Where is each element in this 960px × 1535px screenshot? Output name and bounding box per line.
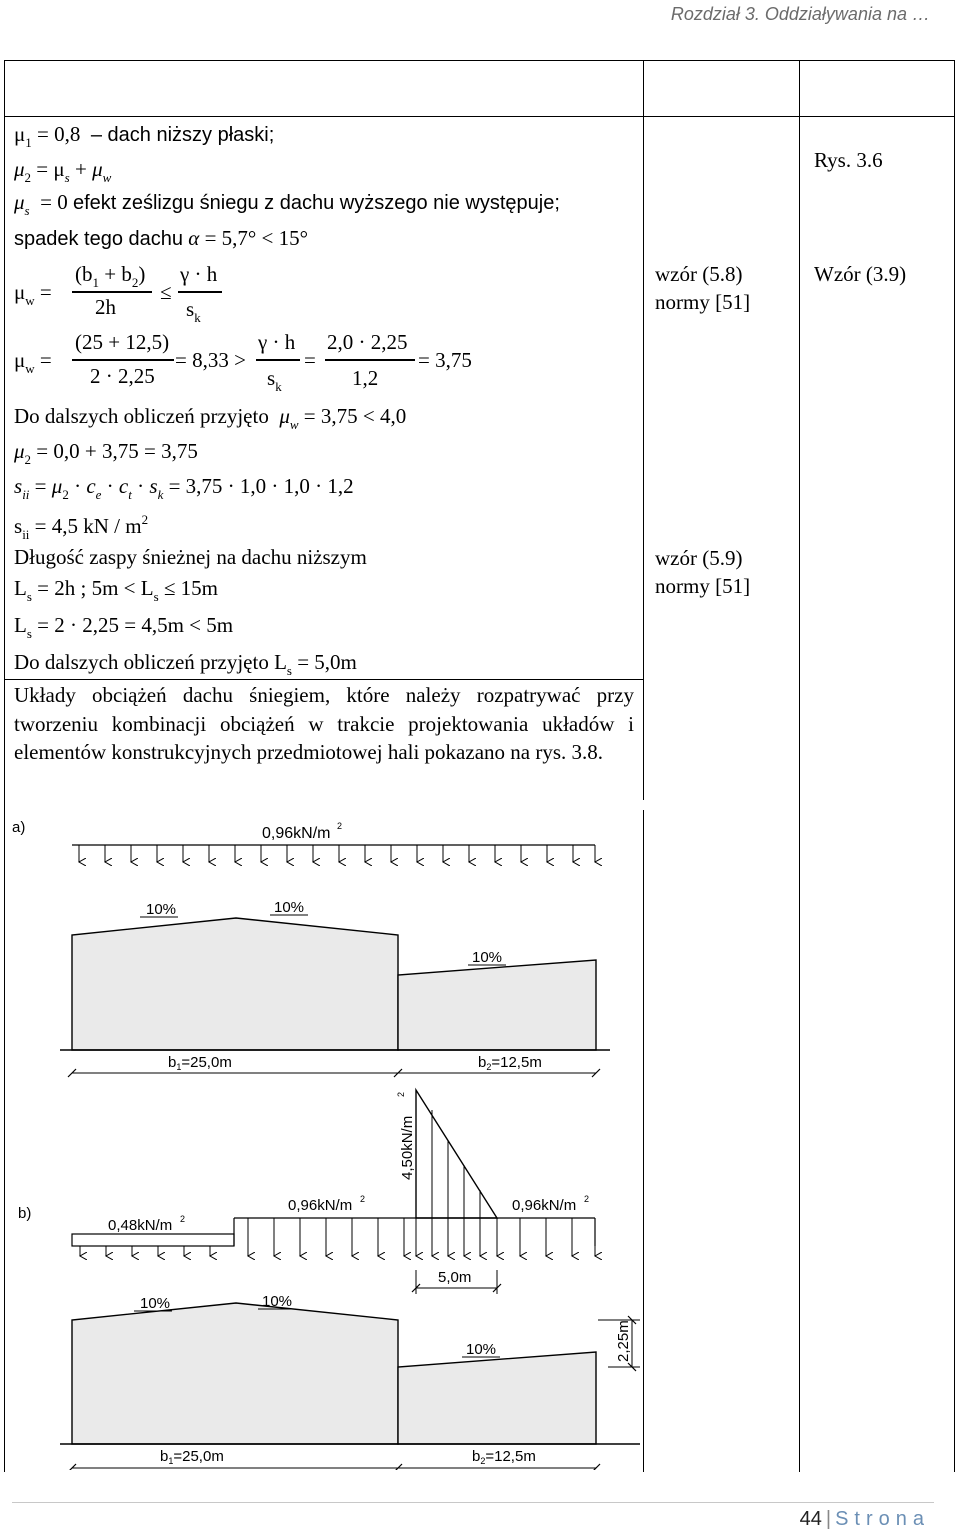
eq-muw-rnum2: γ · h [258, 330, 296, 354]
eq-muw-den: 2h [95, 295, 116, 319]
snow-load-figure [0, 810, 640, 1470]
eq-muw-num-bot: 2 · 2,25 [90, 364, 155, 388]
eq-adopt-ls: Do dalszych obliczeń przyjęto $L_s = 5,0m$ [14, 650, 357, 678]
ref-wzor-39: Wzór (3.9) [814, 262, 907, 286]
eq-muw-mid: = 8,33 > [175, 348, 246, 372]
drift-title: Długość zaspy śnieżnej na dachu niższym [14, 545, 367, 569]
eq-mu1: $\mu_1 = 0,8$ – dach niższy płaski; [14, 122, 275, 150]
eq-slope: spadek tego dachu α = 5,7° < 15° [14, 226, 309, 250]
eq-ls-range: $L_s = 2h$ ; $5m < L_s \le 15m$ [14, 576, 219, 604]
le-sign: ≤ [160, 280, 172, 304]
footer-rule [12, 1502, 934, 1503]
eq-ls-val: $L_s = 2 \cdot 2,25 = 4,5m < 5m$ [14, 613, 234, 641]
fig-b-height: 2,25m [615, 1320, 632, 1362]
fig-b-drift-load [416, 1090, 497, 1218]
eq-muw-rden2: $s_k$ [267, 366, 282, 394]
fig-a-building-high [72, 918, 398, 1050]
fig-b-label: b) [18, 1205, 32, 1222]
fig-a-building-low [398, 960, 596, 1050]
fig-b-building-high [72, 1303, 398, 1444]
fig-a-dim-b2: $b_2=12,5m$ [478, 1054, 542, 1072]
eq-sii-formula: $s_{ii} = \mu_2 \cdot c_e \cdot c_t \cdot s_k = 3,75 \cdot 1,0 \cdot 1,0 \cdot 1,2$ [14, 474, 354, 502]
fig-b-slope-3: 10% [466, 1341, 497, 1358]
fig-b-load-mid: 0,96kN/m [288, 1197, 353, 1214]
fig-b-dim-b1: $b_1=25,0m$ [160, 1448, 224, 1466]
fig-a-slope-2: 10% [274, 899, 305, 916]
eq-adopt-muw: Do dalszych obliczeń przyjęto $\mu_w = 3,75 < 4,0$ [14, 404, 407, 432]
eq-muw-num-label: $\mu_w$ = [14, 348, 52, 376]
eq-muw-result: = 3,75 [418, 348, 472, 372]
fig-b-load-left: 0,48kN/m [108, 1217, 173, 1234]
fig-a-load: 0,96kN/m [262, 825, 331, 842]
ref-wzor-58: wzór (5.8) normy [51] [655, 262, 751, 314]
fig-b-load-right: 0,96kN/m [512, 1197, 577, 1214]
fig-b-dim-b2: $b_2=12,5m$ [472, 1448, 536, 1466]
fig-a-dim-b1: $b_1=25,0m$ [168, 1054, 232, 1072]
fig-a-slope-3: 10% [472, 949, 503, 966]
eq-mu2-sum: $\mu_2 = \mu_s + \mu_w$ [14, 157, 112, 185]
fig-b-building-low [398, 1352, 596, 1444]
svg-text:2: 2 [337, 821, 343, 831]
fig-b-drift-length: 5,0m [438, 1269, 472, 1286]
eq-muw-rden: $s_k$ [186, 297, 201, 325]
eq-muw-rnum: γ · h [180, 262, 218, 286]
eq-mu2-val: $\mu_2 = 0,0 + 3,75 = 3,75$ [14, 439, 198, 467]
chapter-header: Rozdział 3. Oddziaływania na … [670, 4, 930, 24]
eq-mus: $\mu_s = 0$ efekt ześlizgu śniegu z dachu wyższego nie występuje; [14, 190, 560, 218]
eq-muw-den2: 1,2 [352, 366, 379, 390]
body-paragraph: Układy obciążeń dachu śniegiem, które należy rozpatrywać przy tworzeniu kombinacji obciążeń w trakcie projektowania układów i elementów konstrukcyjnych przedmiotowej hali pokazano na rys. 3.8. [14, 683, 634, 764]
fig-b-slope-1: 10% [140, 1295, 171, 1312]
fig-a-slope-1: 10% [146, 901, 177, 918]
page-number: 44 [799, 1508, 822, 1530]
page-footer: 44 | Strona [799, 1508, 930, 1530]
page-word: Strona [835, 1508, 930, 1530]
eq-muw-label: $\mu_w$ = [14, 280, 52, 308]
ref-rys: Rys. 3.6 [814, 148, 883, 172]
svg-text:2: 2 [584, 1194, 590, 1204]
fig-a-arrows [79, 845, 595, 862]
eq-sign: = [304, 348, 316, 372]
fig-b-slope-2: 10% [262, 1293, 293, 1310]
svg-text:2: 2 [396, 1091, 406, 1097]
fig-b-peak-load: 4,50kN/m [399, 1115, 416, 1180]
eq-muw-num: $(b_1 + b_2)$ [75, 262, 146, 290]
ref-wzor-59: wzór (5.9) normy [51] [655, 546, 751, 598]
fig-a-label: a) [12, 819, 26, 836]
eq-muw-num2: 2,0 · 2,25 [327, 330, 408, 354]
eq-sii-val: $s_{ii} = 4,5$ kN / $m^2$ [14, 512, 149, 542]
svg-text:2: 2 [360, 1194, 366, 1204]
eq-muw-num-top: (25 + 12,5) [75, 330, 170, 354]
svg-text:2: 2 [180, 1214, 186, 1224]
